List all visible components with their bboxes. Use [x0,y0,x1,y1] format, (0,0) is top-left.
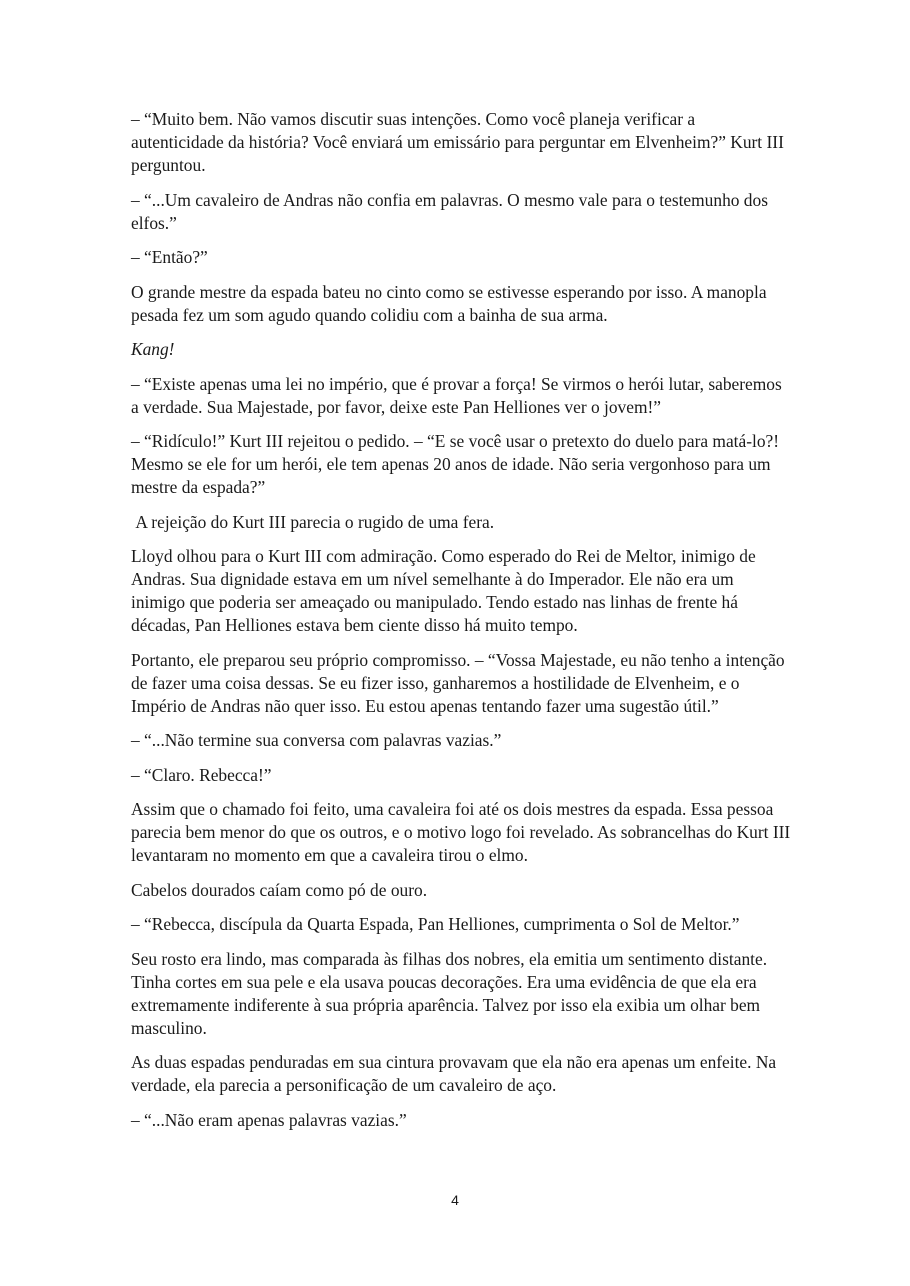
paragraph: – “Claro. Rebecca!” [131,764,272,785]
paragraph: – “...Não termine sua conversa com palavras vazias.” [131,730,502,750]
page-number: 4 [451,1192,459,1208]
paragraph: Lloyd olhou para o Kurt III com admiração. Como esperado do Rei de Meltor, inimigo de Andras. Sua dignidade estava em um nível semelhante à do Imperador. Ele não era um inimigo que poderia ser ameaçado ou manipulado. Tendo estado nas linhas de frente há décadas, Pan Helliones estava bem ciente disso há muito tempo. [131,546,756,635]
page-body [131,108,791,1143]
paragraph: Assim que o chamado foi feito, uma cavaleira foi até os dois mestres da espada. Essa pessoa parecia bem menor do que os outros, e o motivo logo foi revelado. As sobrancelhas do Kurt III levantaram no momento em que a cavaleira tirou o elmo. [131,799,791,865]
paragraph: A rejeição do Kurt III parecia o rugido de uma fera. [131,511,495,532]
paragraph: – “...Um cavaleiro de Andras não confia em palavras. O mesmo vale para o testemunho dos elfos.” [131,189,768,233]
paragraph: – “Muito bem. Não vamos discutir suas intenções. Como você planeja verificar a autenticidade da história? Você enviará um emissário para perguntar em Elvenheim?” Kurt III perguntou. [131,109,784,175]
paragraph: – “...Não eram apenas palavras vazias.” [131,1109,407,1130]
paragraph: – “Existe apenas uma lei no império, que é provar a força! Se virmos o herói lutar, saberemos a verdade. Sua Majestade, por favor, deixe este Pan Helliones ver o jovem!” [131,373,782,417]
paragraph: – “Rebecca, discípula da Quarta Espada, Pan Helliones, cumprimenta o Sol de Meltor.” [131,914,740,934]
paragraph: As duas espadas penduradas em sua cintura provavam que ela não era apenas um enfeite. Na verdade, ela parecia a personificação de um cavaleiro de aço. [131,1052,777,1095]
paragraph: – “Então?” [131,247,208,267]
paragraph: O grande mestre da espada bateu no cinto como se estivesse esperando por isso. A manopla pesada fez um som agudo quando colidiu com a bainha de sua arma. [131,281,767,325]
paragraph: Cabelos dourados caíam como pó de ouro. [131,879,428,900]
sound-effect-paragraph: Kang! [131,339,175,359]
paragraph: Seu rosto era lindo, mas comparada às filhas dos nobres, ela emitia um sentimento distante. Tinha cortes em sua pele e ela usava poucas decorações. Era uma evidência de que ela era extremamente indiferente à sua própria aparência. Talvez por isso ela exibia um olhar bem masculino. [131,948,768,1038]
paragraph: – “Ridículo!” Kurt III rejeitou o pedido. – “E se você usar o pretexto do duelo para matá-lo?! Mesmo se ele for um herói, ele tem apenas 20 anos de idade. Não seria vergonhoso para um mestre da espada?” [131,431,780,497]
paragraph: Portanto, ele preparou seu próprio compromisso. – “Vossa Majestade, eu não tenho a intenção de fazer uma coisa dessas. Se eu fizer isso, ganharemos a hostilidade de Elvenheim, e o Império de Andras não quer isso. Eu estou apenas tentando fazer uma sugestão útil.” [131,649,785,716]
